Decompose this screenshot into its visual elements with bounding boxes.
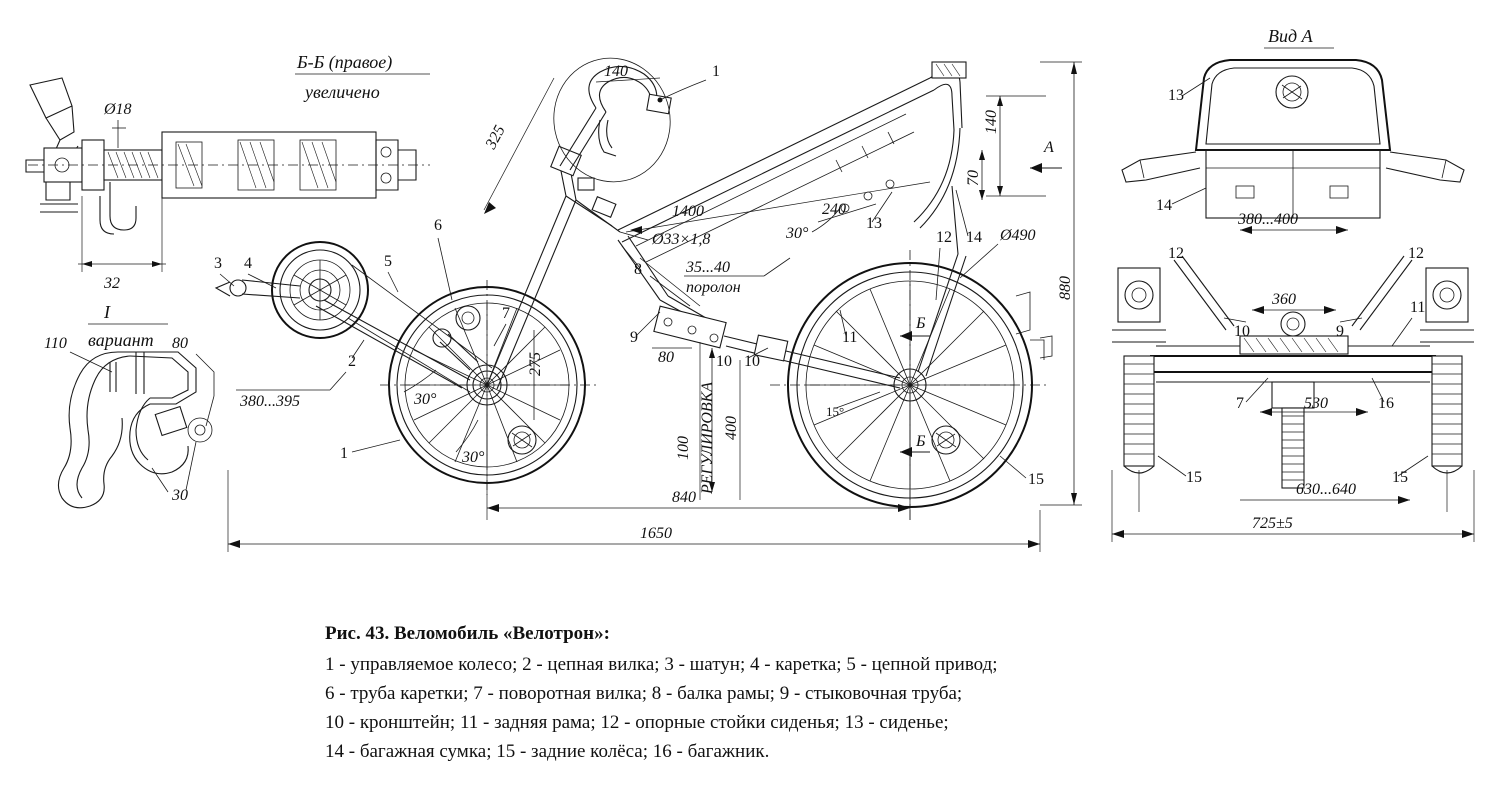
- dim-wheel-490: Ø490: [1000, 227, 1036, 244]
- dim-seat-240: 240: [822, 201, 846, 218]
- lower-frame: [618, 236, 790, 362]
- dim-base-1650: 1650: [640, 525, 672, 542]
- callout-1-top: 1: [712, 63, 720, 80]
- callout-12-rear-left: 12: [1168, 245, 1184, 262]
- callout-8: 8: [634, 261, 642, 278]
- dim-tube-spec: Ø33×1,8: [652, 231, 711, 248]
- detail-view-variant: [44, 302, 214, 508]
- figure-title: Рис. 43. Веломобиль «Велотрон»:: [325, 623, 610, 644]
- view-a-title: Вид А: [1268, 26, 1313, 46]
- callout-1-left: 1: [340, 445, 348, 462]
- dim-seat-275: 275: [527, 352, 544, 376]
- dim-seat-380-400: 380...400: [1238, 211, 1298, 228]
- callout-12-rear-right: 12: [1408, 245, 1424, 262]
- section-b-top: Б: [916, 315, 926, 332]
- variant-subtitle: вариант: [88, 330, 154, 350]
- legend-line-1: 1 - управляемое колесо; 2 - цепная вилка; 3 - шатун; 4 - каретка; 5 - цепной привод;: [325, 654, 998, 675]
- dim-hub-length: 32: [104, 275, 120, 292]
- dim-seat-360: 360: [1272, 291, 1296, 308]
- crankset: [216, 242, 507, 405]
- section-b-bottom: Б: [916, 433, 926, 450]
- dim-angle-15: 15°: [826, 404, 845, 419]
- side-view: [214, 47, 1082, 552]
- callout-2: 2: [348, 353, 356, 370]
- dim-variant-30: 30: [172, 487, 188, 504]
- dim-chain-380-395: 380...395: [240, 393, 300, 410]
- dim-rear-140: 140: [983, 110, 1000, 134]
- dim-angle-30a: 30°: [414, 391, 437, 408]
- section-a-label: А: [1044, 139, 1054, 156]
- callout-5: 5: [384, 253, 392, 270]
- front-wheel: [380, 280, 600, 495]
- callout-9-side: 9: [630, 329, 638, 346]
- dim-rear-70: 70: [965, 170, 982, 186]
- callout-3: 3: [214, 255, 222, 272]
- dim-bar-140: 140: [604, 63, 628, 80]
- callout-10-rear: 10: [1234, 323, 1250, 340]
- callout-10-a: 10: [744, 353, 760, 370]
- callout-16-rear: 16: [1378, 395, 1394, 412]
- rear-view: [1112, 26, 1474, 542]
- detail-bb-subtitle: увеличено: [305, 82, 380, 102]
- frame-beam: [487, 47, 682, 389]
- dim-variant-80: 80: [172, 335, 188, 352]
- dim-foam: 35...40: [686, 259, 730, 276]
- callout-7: 7: [502, 305, 510, 322]
- dim-fork-325: 325: [482, 122, 509, 152]
- callout-9-rear: 9: [1336, 323, 1344, 340]
- rear-wheel: [770, 250, 1052, 520]
- figure-caption: [325, 620, 1325, 766]
- label-foam: поролон: [686, 279, 741, 296]
- variant-title: I: [104, 302, 110, 322]
- dim-reg-100: 100: [675, 436, 692, 460]
- detail-view-bb: [26, 52, 430, 292]
- dim-angle-30b: 30°: [462, 449, 485, 466]
- dim-base-840: 840: [672, 489, 696, 506]
- dim-track-725: 725±5: [1252, 515, 1293, 532]
- callout-15-side: 15: [1028, 471, 1044, 488]
- callout-15-rear-right: 15: [1392, 469, 1408, 486]
- callout-12-side: 12: [936, 229, 952, 246]
- callout-11-rear: 11: [1410, 299, 1426, 316]
- callout-14-side: 14: [966, 229, 982, 246]
- callout-4: 4: [244, 255, 252, 272]
- dim-frame-1400: 1400: [672, 203, 704, 220]
- callout-13-rear: 13: [1168, 87, 1184, 104]
- dim-variant-110: 110: [44, 335, 67, 352]
- callout-14-rear: 14: [1156, 197, 1172, 214]
- dim-angle-30c: 30°: [786, 225, 809, 242]
- label-regulation: РЕГУЛИРОВКА: [699, 381, 716, 494]
- callout-11-side: 11: [842, 329, 858, 346]
- dim-hub-diameter: Ø18: [104, 101, 132, 118]
- dim-rear-530: 530: [1304, 395, 1328, 412]
- dim-track-630-640: 630...640: [1296, 481, 1356, 498]
- legend-line-3: 10 - кронштейн; 11 - задняя рама; 12 - опорные стойки сиденья; 13 - сиденье;: [325, 712, 949, 733]
- callout-7-rear: 7: [1236, 395, 1244, 412]
- legend-line-2: 6 - труба каретки; 7 - поворотная вилка; 8 - балка рамы; 9 - стыковочная труба;: [325, 683, 963, 704]
- detail-bb-title: Б-Б (правое): [297, 52, 393, 72]
- callout-13-side: 13: [866, 215, 882, 232]
- legend-line-4: 14 - багажная сумка; 15 - задние колёса; 16 - багажник.: [325, 741, 770, 762]
- dim-reg-400: 400: [723, 416, 740, 440]
- callout-15-rear-left: 15: [1186, 469, 1202, 486]
- dim-height-880: 880: [1057, 276, 1074, 300]
- callout-6: 6: [434, 217, 442, 234]
- dim-bracket-80: 80: [658, 349, 674, 366]
- callout-10-b: 10: [716, 353, 732, 370]
